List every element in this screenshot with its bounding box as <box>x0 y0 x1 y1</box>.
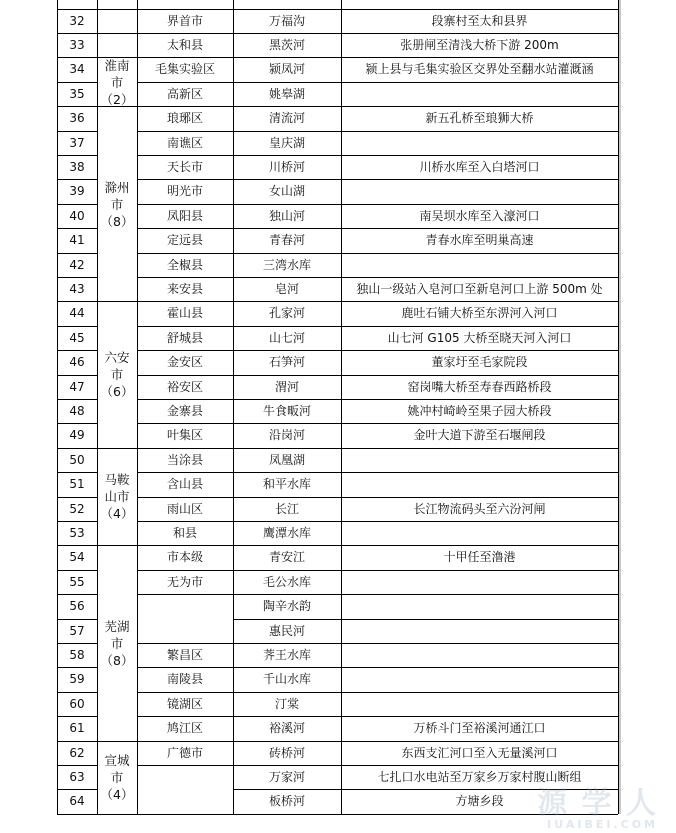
grid-horizontal-line <box>233 570 618 571</box>
river-name: 和平水库 <box>262 477 311 492</box>
city-name-line: 马鞍 <box>104 472 130 488</box>
city-name-line: 六安 <box>104 350 130 366</box>
county-name: 当涂县 <box>166 452 203 467</box>
grid-horizontal-line <box>137 521 233 522</box>
row-number: 55 <box>69 574 85 589</box>
grid-horizontal-line <box>57 228 97 229</box>
section-description <box>341 131 618 155</box>
grid-horizontal-line <box>233 399 618 400</box>
river-name: 清流河 <box>268 111 305 126</box>
grid-horizontal-line <box>137 716 233 717</box>
river-name: 万福沟 <box>268 13 305 28</box>
county-name: 高新区 <box>166 86 203 101</box>
county-name: 太和县 <box>166 38 203 53</box>
section-description <box>341 82 618 106</box>
county-name: 凤阳县 <box>166 208 203 223</box>
grid-horizontal-line <box>97 448 137 449</box>
city-cell <box>97 107 137 302</box>
grid-horizontal-line <box>137 545 233 546</box>
city-name-line: （8） <box>100 652 134 668</box>
grid-horizontal-line <box>233 472 618 473</box>
grid-horizontal-line <box>233 521 618 522</box>
grid-horizontal-line <box>137 497 233 498</box>
grid-horizontal-line <box>137 692 233 693</box>
section-description <box>341 253 618 277</box>
section-description <box>341 448 618 472</box>
grid-horizontal-line <box>137 155 233 156</box>
river-name: 颍凤河 <box>268 62 305 77</box>
section-description: 张册闸至清浅大桥下游 200m <box>400 38 559 53</box>
section-description: 姚冲村崎岭至果子园大桥段 <box>407 404 552 419</box>
river-name: 渭河 <box>274 379 299 394</box>
grid-horizontal-line <box>97 33 137 34</box>
grid-horizontal-line <box>137 82 233 83</box>
city-cell <box>97 58 137 107</box>
grid-horizontal-line <box>57 667 97 668</box>
county-name: 来安县 <box>166 282 203 297</box>
grid-horizontal-line <box>137 253 233 254</box>
grid-horizontal-line <box>57 179 97 180</box>
grid-horizontal-line <box>57 716 97 717</box>
section-description: 新五孔桥至琅狮大桥 <box>425 111 534 126</box>
river-name: 石笋河 <box>268 355 305 370</box>
county-name: 全椒县 <box>166 257 203 272</box>
grid-horizontal-line <box>137 741 233 742</box>
section-description: 窑岗嘴大桥至寿春西路桥段 <box>407 379 552 394</box>
city-name-line: 市 <box>110 196 124 212</box>
river-name: 板桥河 <box>268 794 305 809</box>
city-name-line: （8） <box>100 213 134 229</box>
row-number: 37 <box>69 135 85 150</box>
grid-horizontal-line <box>137 570 233 571</box>
grid-horizontal-line <box>57 155 97 156</box>
county-name: 无为市 <box>166 574 203 589</box>
river-name: 长江 <box>274 501 299 516</box>
grid-horizontal-line <box>233 643 618 644</box>
section-description <box>341 595 618 619</box>
grid-horizontal-line <box>137 228 233 229</box>
river-name: 姚皋湖 <box>268 86 305 101</box>
grid-horizontal-line <box>233 228 618 229</box>
grid-horizontal-line <box>137 9 233 10</box>
river-name: 青春河 <box>268 233 305 248</box>
section-description <box>341 473 618 497</box>
section-description: 长江物流码头至六汾河闸 <box>413 501 546 516</box>
section-description: 金叶大道下游至石堰闸段 <box>413 428 546 443</box>
grid-horizontal-line <box>233 106 618 107</box>
grid-horizontal-line <box>57 423 97 424</box>
grid-horizontal-line <box>233 9 618 10</box>
river-name: 皇庆湖 <box>268 135 305 150</box>
grid-horizontal-line <box>233 82 618 83</box>
grid-horizontal-line <box>137 765 233 766</box>
grid-horizontal-line <box>137 106 233 107</box>
river-name: 山七河 <box>268 330 305 345</box>
river-name: 青安江 <box>268 550 305 565</box>
grid-horizontal-line <box>233 667 618 668</box>
row-number: 59 <box>69 672 85 687</box>
row-number: 47 <box>69 379 85 394</box>
section-description: 董家圩至毛家院段 <box>431 355 528 370</box>
grid-horizontal-line <box>233 33 618 34</box>
grid-horizontal-line <box>97 301 137 302</box>
grid-horizontal-line <box>137 350 233 351</box>
river-name: 荠王水库 <box>262 648 311 663</box>
city-cell <box>97 741 137 814</box>
river-name: 牛食畈河 <box>262 404 311 419</box>
grid-horizontal-line <box>137 301 233 302</box>
section-description <box>341 521 618 545</box>
river-name: 千山水库 <box>262 672 311 687</box>
river-name: 陶辛水韵 <box>262 599 311 614</box>
county-name-merged <box>137 765 233 814</box>
city-name-line: 市 <box>110 74 124 90</box>
section-description <box>341 643 618 667</box>
row-number: 38 <box>69 160 85 175</box>
county-name: 鸠江区 <box>166 721 203 736</box>
grid-horizontal-line <box>233 423 618 424</box>
river-name: 毛公水库 <box>262 574 311 589</box>
grid-horizontal-line <box>57 789 97 790</box>
grid-horizontal-line <box>137 131 233 132</box>
river-name: 砖桥河 <box>268 745 305 760</box>
grid-horizontal-line <box>233 350 618 351</box>
row-number: 50 <box>69 452 85 467</box>
county-name: 裕安区 <box>166 379 203 394</box>
grid-horizontal-line <box>233 277 618 278</box>
row-number: 40 <box>69 208 85 223</box>
grid-horizontal-line <box>137 33 233 34</box>
grid-horizontal-line <box>57 375 97 376</box>
row-number: 64 <box>69 794 85 809</box>
river-name: 女山湖 <box>268 184 305 199</box>
grid-horizontal-line <box>137 326 233 327</box>
row-number: 56 <box>69 599 85 614</box>
row-number: 52 <box>69 501 85 516</box>
grid-horizontal-line <box>57 326 97 327</box>
city-name-line: 市 <box>110 770 124 786</box>
river-name: 黑茨河 <box>268 38 305 53</box>
river-name: 沿岗河 <box>268 428 305 443</box>
grid-horizontal-line <box>233 716 618 717</box>
grid-horizontal-line <box>57 399 97 400</box>
grid-horizontal-line <box>233 497 618 498</box>
grid-horizontal-line <box>97 814 137 815</box>
river-name: 川桥河 <box>268 160 305 175</box>
row-number: 48 <box>69 404 85 419</box>
grid-horizontal-line <box>97 57 137 58</box>
grid-horizontal-line <box>97 106 137 107</box>
river-name: 惠民河 <box>268 623 305 638</box>
grid-horizontal-line <box>57 301 97 302</box>
row-number: 61 <box>69 721 85 736</box>
county-name: 广德市 <box>166 745 203 760</box>
city-name-line: 淮南 <box>104 57 130 73</box>
grid-horizontal-line <box>57 106 97 107</box>
grid-horizontal-line <box>233 179 618 180</box>
river-name: 独山河 <box>268 208 305 223</box>
row-number: 54 <box>69 550 85 565</box>
grid-horizontal-line <box>57 545 97 546</box>
county-name: 南陵县 <box>166 672 203 687</box>
grid-horizontal-line <box>233 131 618 132</box>
grid-horizontal-line <box>97 741 137 742</box>
county-name-merged <box>137 595 233 644</box>
river-name: 汀棠 <box>274 696 299 711</box>
county-name: 金寨县 <box>166 404 203 419</box>
section-description: 十甲任至澛港 <box>443 550 516 565</box>
grid-horizontal-line <box>233 594 618 595</box>
grid-horizontal-line <box>137 57 233 58</box>
grid-horizontal-line <box>137 375 233 376</box>
grid-horizontal-line <box>57 57 97 58</box>
grid-horizontal-line <box>233 619 618 620</box>
row-number: 32 <box>69 13 85 28</box>
grid-horizontal-line <box>233 204 618 205</box>
grid-horizontal-line <box>233 57 618 58</box>
row-number: 49 <box>69 428 85 443</box>
grid-horizontal-line <box>57 594 97 595</box>
city-cell <box>97 302 137 448</box>
river-name: 三湾水库 <box>262 257 311 272</box>
row-number: 57 <box>69 623 85 638</box>
row-number: 63 <box>69 770 85 785</box>
grid-horizontal-line <box>57 277 97 278</box>
section-description <box>341 619 618 643</box>
grid-horizontal-line <box>57 9 97 10</box>
county-name: 界首市 <box>166 13 203 28</box>
grid-horizontal-line <box>57 33 97 34</box>
grid-horizontal-line <box>137 277 233 278</box>
row-number: 42 <box>69 257 85 272</box>
grid-horizontal-line <box>137 399 233 400</box>
section-description: 段寨村至太和县界 <box>431 13 528 28</box>
row-number: 53 <box>69 526 85 541</box>
grid-horizontal-line <box>233 814 618 815</box>
county-name: 毛集实验区 <box>154 62 215 77</box>
row-number: 51 <box>69 477 85 492</box>
county-name: 明光市 <box>166 184 203 199</box>
grid-horizontal-line <box>57 643 97 644</box>
section-description <box>341 180 618 204</box>
row-number: 36 <box>69 111 85 126</box>
section-description: 万桥斗门至裕溪河通江口 <box>413 721 546 736</box>
grid-horizontal-line <box>57 350 97 351</box>
city-name-line: 市 <box>110 635 124 651</box>
county-name: 镜湖区 <box>166 696 203 711</box>
river-name: 万家河 <box>268 770 305 785</box>
grid-horizontal-line <box>137 472 233 473</box>
section-description: 山七河 G105 大桥至晓天河入河口 <box>387 330 572 345</box>
grid-horizontal-line <box>57 497 97 498</box>
grid-horizontal-line <box>57 131 97 132</box>
grid-horizontal-line <box>233 155 618 156</box>
city-name-line: 滁州 <box>104 179 130 195</box>
county-name: 含山县 <box>166 477 203 492</box>
grid-horizontal-line <box>233 448 618 449</box>
grid-horizontal-line <box>233 692 618 693</box>
grid-horizontal-line <box>57 204 97 205</box>
grid-horizontal-line <box>97 545 137 546</box>
grid-horizontal-line <box>233 741 618 742</box>
row-number: 41 <box>69 233 85 248</box>
grid-horizontal-line <box>137 594 233 595</box>
section-description: 东西支汇河口至入无量溪河口 <box>401 745 558 760</box>
county-name: 定远县 <box>166 233 203 248</box>
city-name-line: （6） <box>100 384 134 400</box>
grid-horizontal-line <box>233 545 618 546</box>
county-name: 琅琊区 <box>166 111 203 126</box>
section-description: 川桥水库至入白塔河口 <box>419 160 540 175</box>
row-number: 60 <box>69 696 85 711</box>
county-name: 市本级 <box>166 550 203 565</box>
row-number: 62 <box>69 745 85 760</box>
grid-horizontal-line <box>233 326 618 327</box>
city-name-line: （4） <box>100 787 134 803</box>
county-name: 雨山区 <box>166 501 203 516</box>
grid-horizontal-line <box>137 643 233 644</box>
row-number: 33 <box>69 38 85 53</box>
grid-horizontal-line <box>57 814 97 815</box>
county-name: 天长市 <box>166 160 203 175</box>
grid-horizontal-line <box>137 667 233 668</box>
grid-horizontal-line <box>97 9 137 10</box>
river-name: 凤凰湖 <box>268 452 305 467</box>
section-description: 南吴坝水库至入濠河口 <box>419 208 540 223</box>
city-name-line: 市 <box>110 367 124 383</box>
row-number: 44 <box>69 306 85 321</box>
grid-horizontal-line <box>57 570 97 571</box>
grid-horizontal-line <box>233 375 618 376</box>
grid-horizontal-line <box>233 765 618 766</box>
river-name: 孔家河 <box>268 306 305 321</box>
grid-horizontal-line <box>137 423 233 424</box>
row-number: 34 <box>69 62 85 77</box>
section-description <box>341 570 618 594</box>
grid-horizontal-line <box>137 204 233 205</box>
county-name: 繁昌区 <box>166 648 203 663</box>
county-name: 和县 <box>172 526 197 541</box>
section-description: 颍上县与毛集实验区交界处至翻水站灌溉涵 <box>365 62 594 77</box>
section-description: 七扎口水电站至万家乡万家村腹山断组 <box>377 770 582 785</box>
river-name: 裕溪河 <box>268 721 305 736</box>
section-description: 青春水库至明巢高速 <box>425 233 534 248</box>
row-number: 43 <box>69 282 85 297</box>
row-number: 58 <box>69 648 85 663</box>
section-description: 方塘乡段 <box>455 794 504 809</box>
watermark-sub: IUAIBEI.COM <box>547 818 658 831</box>
city-cell <box>97 546 137 741</box>
city-name-line: （4） <box>100 506 134 522</box>
county-name: 金安区 <box>166 355 203 370</box>
city-name-line: 宣城 <box>104 753 130 769</box>
row-number: 35 <box>69 86 85 101</box>
grid-horizontal-line <box>137 814 233 815</box>
grid-horizontal-line <box>57 448 97 449</box>
county-name: 舒城县 <box>166 330 203 345</box>
row-number: 39 <box>69 184 85 199</box>
county-name: 叶集区 <box>166 428 203 443</box>
grid-horizontal-line <box>233 789 618 790</box>
row-number: 45 <box>69 330 85 345</box>
section-description <box>341 668 618 692</box>
river-name: 皂河 <box>274 282 299 297</box>
section-description: 鹿吐石铺大桥至东淠河入河口 <box>401 306 558 321</box>
grid-horizontal-line <box>57 521 97 522</box>
city-name-line: 山市 <box>104 489 130 505</box>
section-description <box>341 692 618 716</box>
grid-horizontal-line <box>233 253 618 254</box>
city-cell <box>97 448 137 546</box>
page-shadow-edge <box>619 0 621 814</box>
grid-horizontal-line <box>137 179 233 180</box>
grid-horizontal-line <box>57 765 97 766</box>
county-name: 南谯区 <box>166 135 203 150</box>
grid-horizontal-line <box>57 619 97 620</box>
grid-horizontal-line <box>57 692 97 693</box>
grid-horizontal-line <box>57 741 97 742</box>
section-description: 独山一级站入皂河口至新皂河口上游 500m 处 <box>356 282 603 297</box>
grid-horizontal-line <box>137 448 233 449</box>
row-number: 46 <box>69 355 85 370</box>
grid-horizontal-line <box>233 301 618 302</box>
watermark-main: 源 学 人 <box>537 786 658 821</box>
city-name-line: 芜湖 <box>104 618 130 634</box>
grid-horizontal-line <box>57 472 97 473</box>
river-name: 鹰潭水库 <box>262 526 311 541</box>
grid-horizontal-line <box>57 82 97 83</box>
county-name: 霍山县 <box>166 306 203 321</box>
grid-horizontal-line <box>57 253 97 254</box>
city-name-line: （2） <box>100 91 134 107</box>
